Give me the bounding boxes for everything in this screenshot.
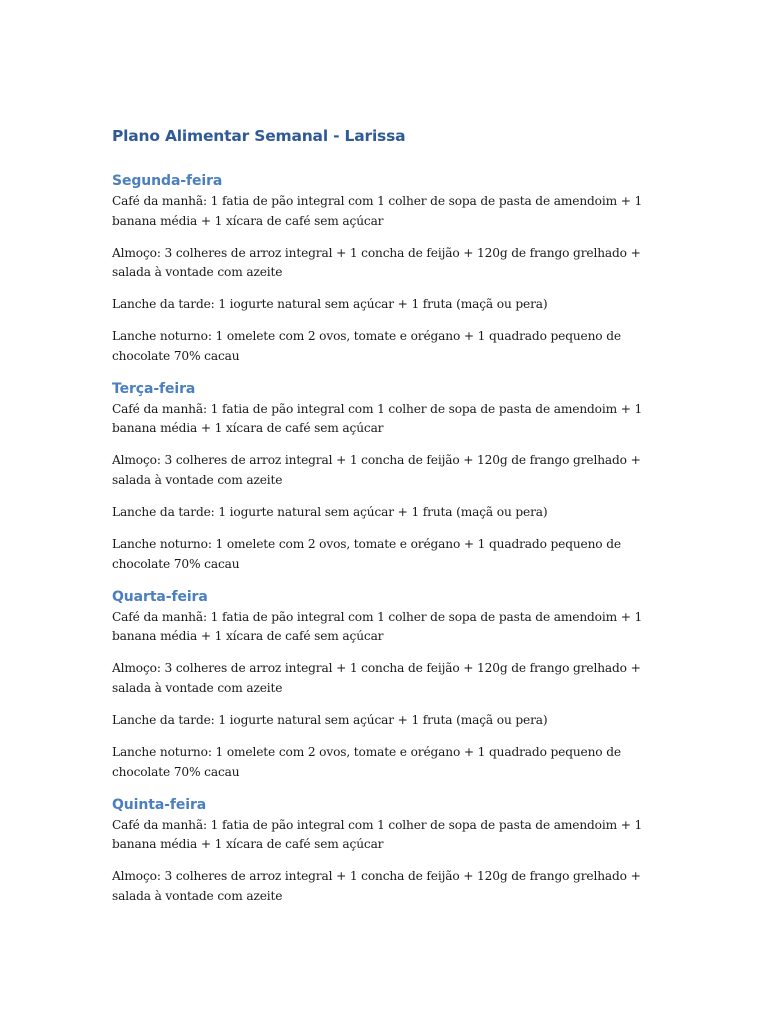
day-section-quarta [112, 587, 660, 782]
document-page [112, 118, 660, 919]
meal-afternoon-snack: Lanche da tarde: 1 iogurte natural sem açúcar + 1 fruta (maçã ou pera) [112, 712, 548, 727]
day-section-terca [112, 379, 660, 574]
meal-breakfast: Café da manhã: 1 fatia de pão integral com 1 colher de sopa de pasta de amendoim + 1 banana média + 1 xícara de café sem açúcar [112, 194, 643, 228]
meal-afternoon-snack: Lanche da tarde: 1 iogurte natural sem açúcar + 1 fruta (maçã ou pera) [112, 297, 548, 312]
meal-lunch: Almoço: 3 colheres de arroz integral + 1 concha de feijão + 120g de frango grelhado + salada à vontade com azeite [112, 869, 641, 903]
day-heading: Terça-feira [112, 380, 196, 397]
meal-afternoon-snack: Lanche da tarde: 1 iogurte natural sem açúcar + 1 fruta (maçã ou pera) [112, 505, 548, 520]
day-section-quinta [112, 795, 660, 907]
day-heading: Quarta-feira [112, 588, 208, 605]
meal-night-snack: Lanche noturno: 1 omelete com 2 ovos, tomate e orégano + 1 quadrado pequeno de chocolate 70% cacau [112, 745, 621, 779]
meal-breakfast: Café da manhã: 1 fatia de pão integral com 1 colher de sopa de pasta de amendoim + 1 banana média + 1 xícara de café sem açúcar [112, 817, 643, 852]
day-section-segunda [112, 171, 660, 366]
meal-night-snack: Lanche noturno: 1 omelete com 2 ovos, tomate e orégano + 1 quadrado pequeno de chocolate 70% cacau [112, 537, 621, 571]
meal-breakfast: Café da manhã: 1 fatia de pão integral com 1 colher de sopa de pasta de amendoim + 1 banana média + 1 xícara de café sem açúcar [112, 401, 643, 436]
meal-lunch: Almoço: 3 colheres de arroz integral + 1 concha de feijão + 120g de frango grelhado + salada à vontade com azeite [112, 245, 641, 280]
document-title: Plano Alimentar Semanal - Larissa [112, 127, 406, 145]
meal-breakfast: Café da manhã: 1 fatia de pão integral com 1 colher de sopa de pasta de amendoim + 1 banana média + 1 xícara de café sem açúcar [112, 609, 643, 644]
meal-night-snack: Lanche noturno: 1 omelete com 2 ovos, tomate e orégano + 1 quadrado pequeno de chocolate 70% cacau [112, 329, 621, 363]
day-heading: Segunda-feira [112, 173, 223, 189]
meal-lunch: Almoço: 3 colheres de arroz integral + 1 concha de feijão + 120g de frango grelhado + salada à vontade com azeite [112, 661, 641, 695]
day-heading: Quinta-feira [112, 796, 207, 813]
meal-lunch: Almoço: 3 colheres de arroz integral + 1 concha de feijão + 120g de frango grelhado + salada à vontade com azeite [112, 453, 641, 487]
